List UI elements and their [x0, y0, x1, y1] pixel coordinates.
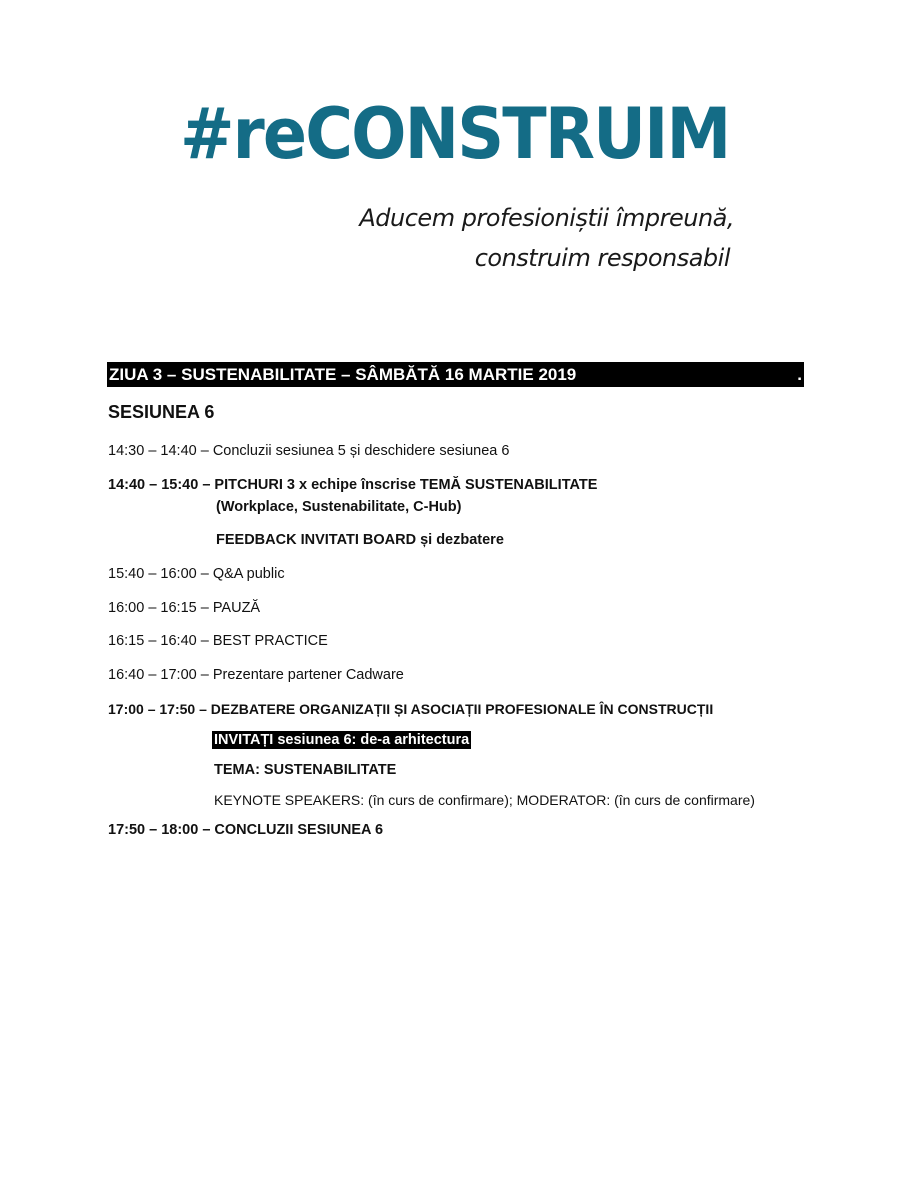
item-time: 16:15 – 16:40 – [108, 633, 213, 649]
day-heading: ZIUA 3 – SUSTENABILITATE – SÂMBĂTĂ 16 MARTIE 2019 [109, 365, 577, 384]
event-logo: #reCONSTRUIM [180, 93, 730, 175]
invited-label: INVITAȚI sesiunea 6: de-a arhitectura [214, 732, 470, 748]
schedule-item [108, 477, 597, 493]
schedule-item [108, 633, 328, 649]
item-time: 14:30 – 14:40 – [108, 443, 213, 459]
schedule-item [108, 822, 383, 838]
item-time: 17:50 – 18:00 – [108, 822, 215, 838]
item-text: PITCHURI 3 x echipe înscrise TEMĂ SUSTENABILITATE [214, 477, 598, 493]
tagline [359, 198, 734, 278]
item-text: BEST PRACTICE [212, 633, 328, 649]
invited-highlight [214, 732, 471, 748]
item-time: 17:00 – 17:50 – [108, 701, 211, 717]
day-heading-dot: . [797, 365, 802, 384]
day-heading-bar [107, 362, 804, 387]
item-text: Q&A public [212, 566, 285, 582]
session-title: SESIUNEA 6 [108, 402, 215, 422]
item-time: 15:40 – 16:00 – [108, 566, 213, 582]
item-text: Prezentare partener Cadware [212, 667, 404, 683]
schedule-item [108, 667, 404, 683]
tagline-line-2: construim responsabil [474, 244, 730, 272]
tagline-line-1: Aducem profesioniștii împreună, [359, 204, 734, 232]
item-time: 14:40 – 15:40 – [108, 477, 215, 493]
item-text: Concluzii sesiunea 5 și deschidere sesiunea 6 [212, 443, 510, 459]
item-subline: KEYNOTE SPEAKERS: (în curs de confirmare); MODERATOR: (în curs de confirmare) [214, 792, 755, 808]
schedule-item [108, 443, 509, 459]
item-time: 16:40 – 17:00 – [108, 667, 213, 683]
schedule-item [108, 566, 285, 582]
item-time: 16:00 – 16:15 – [108, 600, 213, 616]
item-text: DEZBATERE ORGANIZAȚII ȘI ASOCIAȚII PROFESIONALE ÎN CONSTRUCȚII [210, 701, 714, 717]
item-subline: (Workplace, Sustenabilitate, C-Hub) [216, 499, 462, 515]
item-subline: FEEDBACK INVITATI BOARD și dezbatere [216, 532, 504, 548]
schedule-item [108, 600, 260, 616]
item-text: CONCLUZII SESIUNEA 6 [214, 822, 384, 838]
schedule-item [108, 701, 713, 717]
item-text: PAUZĂ [212, 600, 261, 616]
item-subline: TEMA: SUSTENABILITATE [214, 762, 397, 778]
